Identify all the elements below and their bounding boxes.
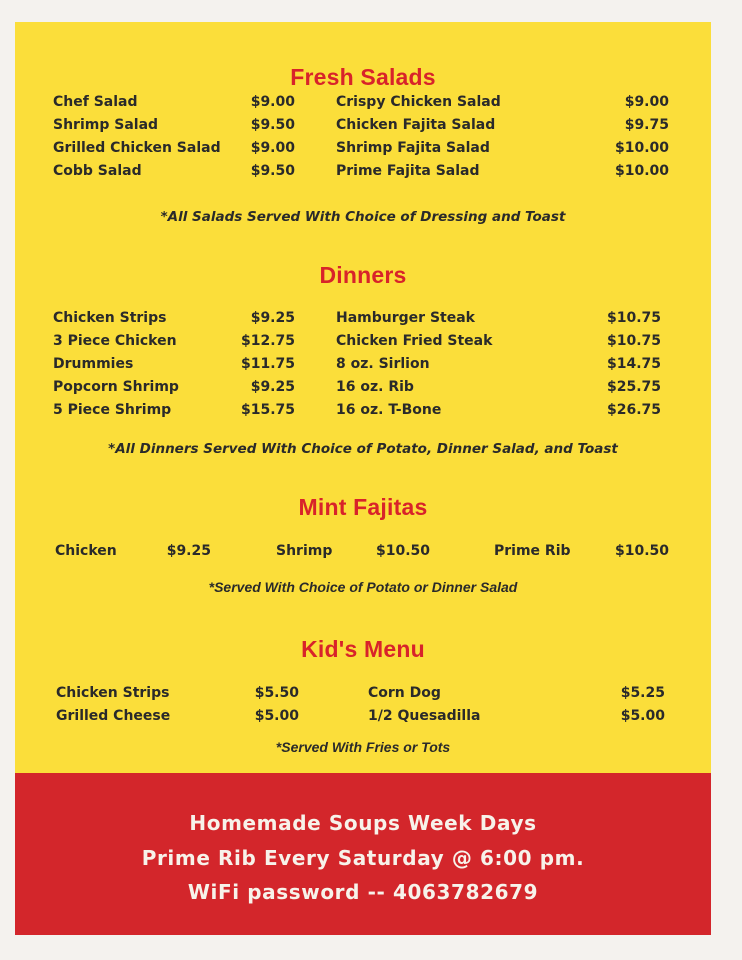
banner-soups: Homemade Soups Week Days <box>189 811 537 835</box>
menu-item-name: Prime Fajita Salad <box>336 163 480 179</box>
menu-item-price: $12.75 <box>240 333 295 349</box>
menu-item-name: Drummies <box>53 356 134 372</box>
banner-wifi: WiFi password -- 4063782679 <box>187 880 539 904</box>
menu-item-price: $9.75 <box>624 117 669 133</box>
menu-item-price: $5.50 <box>254 685 299 701</box>
dinners-note: *All Dinners Served With Choice of Potato, Dinner Salad, and Toast <box>108 441 618 457</box>
menu-item-name: Chicken Fried Steak <box>336 333 493 349</box>
menu-item-price: $10.75 <box>606 310 661 326</box>
menu-item-name: 16 oz. T-Bone <box>336 402 442 418</box>
menu-item-name: Chicken Strips <box>53 310 167 326</box>
menu-item-price: $9.00 <box>624 94 669 110</box>
menu-item-price: $5.00 <box>254 708 299 724</box>
menu-item-name: Shrimp Salad <box>53 117 159 133</box>
menu-item-name: 8 oz. Sirlion <box>336 356 430 372</box>
menu-item-price: $9.50 <box>250 163 295 179</box>
menu-item-name: Hamburger Steak <box>336 310 475 326</box>
menu-item-price: $9.25 <box>250 379 295 395</box>
menu-item-price: $15.75 <box>240 402 295 418</box>
fajitas-note: *Served With Choice of Potato or Dinner Salad <box>208 579 518 595</box>
menu-item-name: Shrimp <box>276 543 333 559</box>
salads-heading: Fresh Salads <box>290 64 436 90</box>
kids-heading: Kid's Menu <box>301 636 425 662</box>
menu-item-name: Grilled Cheese <box>56 708 171 724</box>
menu-item-price: $10.75 <box>606 333 661 349</box>
menu-item-price: $5.00 <box>620 708 665 724</box>
menu-item-name: Chicken Fajita Salad <box>336 117 496 133</box>
menu-item-price: $9.50 <box>250 117 295 133</box>
menu-item-name: Cobb Salad <box>53 163 142 179</box>
menu-item-price: $10.50 <box>375 543 430 559</box>
menu-item-price: $26.75 <box>606 402 661 418</box>
menu-item-name: 5 Piece Shrimp <box>53 402 172 418</box>
fajitas-heading: Mint Fajitas <box>298 494 428 520</box>
menu-item-price: $10.00 <box>614 140 669 156</box>
kids-note: *Served With Fries or Tots <box>275 739 451 755</box>
banner-prime-rib: Prime Rib Every Saturday @ 6:00 pm. <box>141 846 585 870</box>
menu-item-price: $9.25 <box>250 310 295 326</box>
menu-item-name: Chicken <box>55 543 117 559</box>
menu-page <box>15 22 711 935</box>
menu-item-name: 1/2 Quesadilla <box>368 708 481 724</box>
menu-item-name: Grilled Chicken Salad <box>53 140 221 156</box>
menu-item-price: $11.75 <box>240 356 295 372</box>
menu-item-price: $25.75 <box>606 379 661 395</box>
menu-item-name: Prime Rib <box>494 543 571 559</box>
menu-item-price: $5.25 <box>620 685 665 701</box>
menu-item-name: 3 Piece Chicken <box>53 333 177 349</box>
menu-item-name: Crispy Chicken Salad <box>336 94 501 110</box>
menu-item-price: $14.75 <box>606 356 661 372</box>
menu-item-name: Chef Salad <box>53 94 138 110</box>
menu-item-name: Chicken Strips <box>56 685 170 701</box>
menu-item-name: Popcorn Shrimp <box>53 379 179 395</box>
dinners-heading: Dinners <box>319 262 407 288</box>
menu-item-price: $9.00 <box>250 140 295 156</box>
menu-item-name: Shrimp Fajita Salad <box>336 140 490 156</box>
menu-item-name: Corn Dog <box>368 685 441 701</box>
menu-item-price: $10.00 <box>614 163 669 179</box>
menu-item-price: $9.00 <box>250 94 295 110</box>
menu-item-name: 16 oz. Rib <box>336 379 414 395</box>
menu-item-price: $10.50 <box>614 543 669 559</box>
info-banner <box>15 773 711 935</box>
menu-item-price: $9.25 <box>166 543 211 559</box>
salads-note: *All Salads Served With Choice of Dressing and Toast <box>160 209 566 225</box>
